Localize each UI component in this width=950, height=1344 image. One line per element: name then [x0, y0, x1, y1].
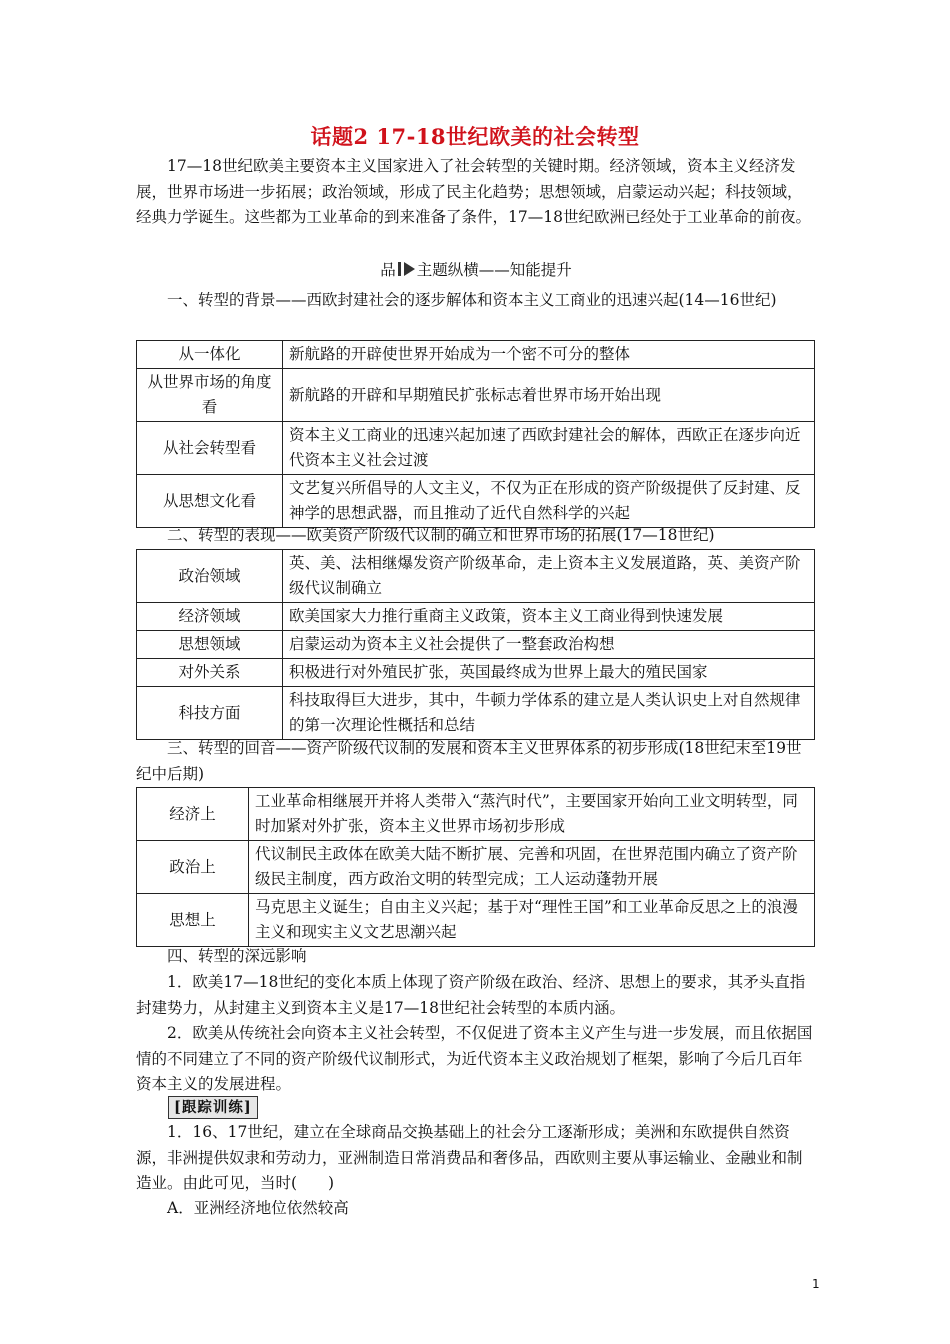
table-row — [137, 687, 815, 740]
row-key: 思想上 — [137, 894, 249, 947]
row-value: 积极进行对外殖民扩张，英国最终成为世界上最大的殖民国家 — [283, 659, 815, 687]
table-row — [137, 841, 815, 894]
section4-paragraph-2: 2．欧美从传统社会向资本主义社会转型，不仅促进了资本主义产生与进一步发展，而且依据国情的不同建立了不同的资产阶级代议制形式，为近代资本主义政治规划了框架，影响了今后几百年资本主义的发展进程。 — [136, 1024, 813, 1093]
banner-text: 主题纵横——知能提升 — [416, 261, 572, 279]
section4-paragraph-1: 1．欧美17—18世纪的变化本质上体现了资产阶级在政治、经济、思想上的要求，其矛头直指封建势力，从封建主义到资本主义是17—18世纪社会转型的本质内涵。 — [136, 973, 806, 1017]
section3-table — [136, 787, 815, 947]
row-key: 政治领域 — [137, 550, 283, 603]
table-row — [137, 788, 815, 841]
row-value: 资本主义工商业的迅速兴起加速了西欧封建社会的解体，西欧正在逐步向近代资本主义社会过渡 — [283, 422, 815, 475]
table-row — [137, 341, 815, 369]
banner-prefix: 品 — [380, 261, 396, 279]
table-row — [137, 603, 815, 631]
row-key: 从思想文化看 — [137, 475, 283, 528]
row-value: 启蒙运动为资本主义社会提供了一整套政治构想 — [283, 631, 815, 659]
row-value: 新航路的开辟使世界开始成为一个密不可分的整体 — [283, 341, 815, 369]
row-key: 经济上 — [137, 788, 249, 841]
intro-paragraph: 17—18世纪欧美主要资本主义国家进入了社会转型的关键时期。经济领域，资本主义经济发展，世界市场进一步拓展；政治领域，形成了民主化趋势；思想领域，启蒙运动兴起；科技领域，经典力学诞生。这些都为工业革命的到来准备了条件，17—18世纪欧洲已经处于工业革命的前夜。 — [136, 157, 811, 226]
section1-table — [136, 340, 815, 528]
question-1: 1．16、17世纪，建立在全球商品交换基础上的社会分工逐渐形成；美洲和东欧提供自然资源，非洲提供奴隶和劳动力，亚洲制造日常消费品和奢侈品，西欧则主要从事运输业、金融业和制造业。由此可见，当时( ) — [136, 1123, 803, 1192]
row-key: 思想领域 — [137, 631, 283, 659]
row-value: 英、美、法相继爆发资产阶级革命，走上资本主义发展道路，英、美资产阶级代议制确立 — [283, 550, 815, 603]
table-row — [137, 550, 815, 603]
triangle-arrow-icon — [404, 262, 415, 276]
row-value: 新航路的开辟和早期殖民扩张标志着世界市场开始出现 — [283, 369, 815, 422]
row-value: 代议制民主政体在欧美大陆不断扩展、完善和巩固，在世界范围内确立了资产阶级民主制度，西方政治文明的转型完成；工人运动蓬勃开展 — [249, 841, 815, 894]
table-row — [137, 422, 815, 475]
bar-icon — [398, 262, 401, 276]
table-row — [137, 894, 815, 947]
table-row — [137, 631, 815, 659]
section2-table — [136, 549, 815, 740]
section1-heading: 一、转型的背景——西欧封建社会的逐步解体和资本主义工商业的迅速兴起(14—16世纪) — [167, 291, 777, 309]
page-title: 话题2 17-18世纪欧美的社会转型 — [310, 124, 640, 149]
section-banner — [136, 258, 816, 284]
row-value: 文艺复兴所倡导的人文主义，不仅为正在形成的资产阶级提供了反封建、反神学的思想武器，而且推动了近代自然科学的兴起 — [283, 475, 815, 528]
row-value: 工业革命相继展开并将人类带入“蒸汽时代”，主要国家开始向工业文明转型，同时加紧对外扩张，资本主义世界市场初步形成 — [249, 788, 815, 841]
row-value: 马克思主义诞生；自由主义兴起；基于对“理性王国”和工业革命反思之上的浪漫主义和现实主义文艺思潮兴起 — [249, 894, 815, 947]
row-value: 科技取得巨大进步，其中，牛顿力学体系的建立是人类认识史上对自然规律的第一次理论性概括和总结 — [283, 687, 815, 740]
option-a: A．亚洲经济地位依然较高 — [167, 1199, 349, 1217]
section2-heading: 二、转型的表现——欧美资产阶级代议制的确立和世界市场的拓展(17—18世纪) — [167, 526, 715, 544]
row-key: 科技方面 — [137, 687, 283, 740]
table-row — [137, 475, 815, 528]
row-key: 对外关系 — [137, 659, 283, 687]
page-number: 1 — [812, 1277, 820, 1291]
row-value: 欧美国家大力推行重商主义政策，资本主义工商业得到快速发展 — [283, 603, 815, 631]
row-key: 政治上 — [137, 841, 249, 894]
table-row — [137, 659, 815, 687]
table-row — [137, 369, 815, 422]
section3-heading: 三、转型的回音——资产阶级代议制的发展和资本主义世界体系的初步形成(18世纪末至19世纪中后期) — [136, 739, 802, 783]
row-key: 从社会转型看 — [137, 422, 283, 475]
practice-badge: [跟踪训练] — [168, 1096, 258, 1119]
row-key: 经济领域 — [137, 603, 283, 631]
row-key: 从世界市场的角度看 — [137, 369, 283, 422]
section4-heading: 四、转型的深远影响 — [167, 947, 307, 965]
row-key: 从一体化 — [137, 341, 283, 369]
